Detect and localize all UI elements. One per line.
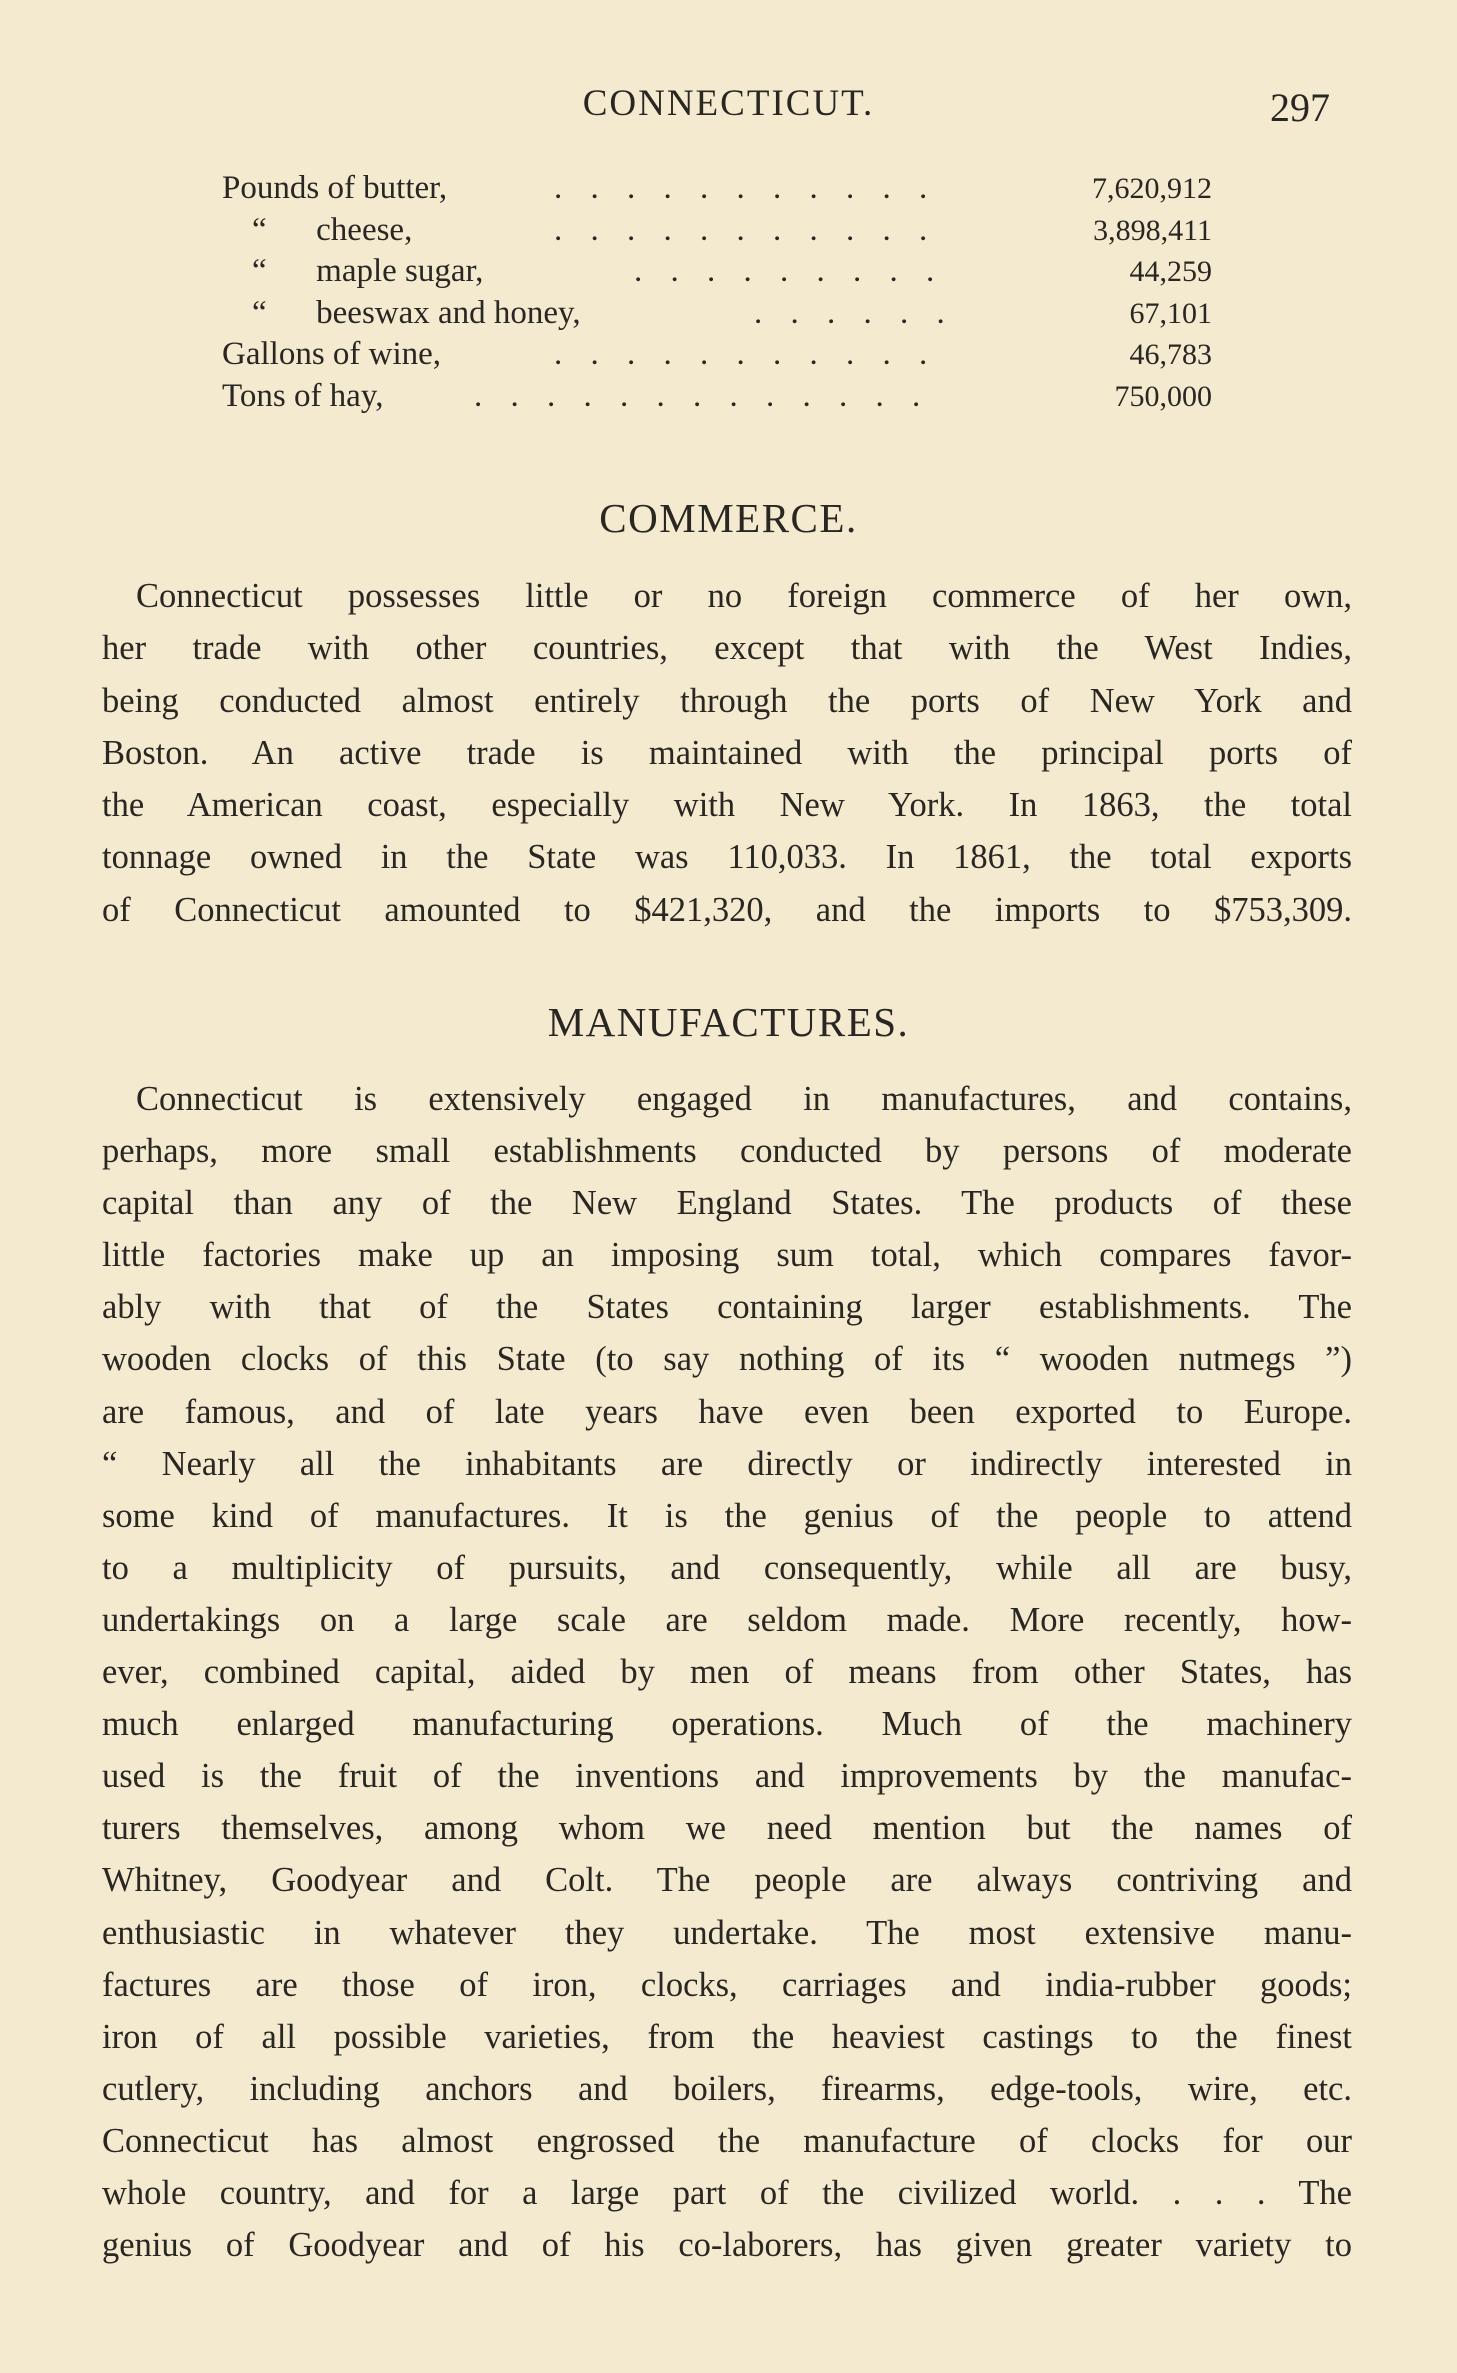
text-line: “ Nearly all the inhabitants are directly or indirectly interested in	[102, 1444, 1352, 1483]
text-line: enthusiastic in whatever they undertake. The most extensive manu-	[102, 1913, 1352, 1952]
text-line: iron of all possible varieties, from the heaviest castings to the finest	[102, 2017, 1352, 2056]
stat-row	[222, 251, 1212, 293]
stat-label: Gallons of wine,	[222, 336, 442, 372]
page-number: 297	[1270, 85, 1330, 130]
stat-value: 67,101	[1129, 296, 1212, 330]
text-line: the American coast, especially with New York. In 1863, the total	[102, 786, 1352, 825]
manufactures-paragraph	[102, 1073, 1352, 2271]
text-line: undertakings on a large scale are seldom made. More recently, how-	[102, 1600, 1352, 1639]
stat-value: 750,000	[1114, 379, 1212, 413]
text-line: some kind of manufactures. It is the genius of the people to attend	[102, 1496, 1352, 1535]
text-line: her trade with other countries, except that with the West Indies,	[102, 629, 1352, 668]
stat-label: “ cheese,	[252, 211, 413, 248]
statistics-table	[222, 168, 1212, 417]
text-line: Connecticut possesses little or no foreign commerce of her own,	[136, 577, 1352, 615]
text-line: of Connecticut amounted to $421,320, and the imports to $753,309.	[102, 890, 1352, 929]
stat-label: Pounds of butter,	[222, 170, 448, 206]
text-line: cutlery, including anchors and boilers, firearms, edge-tools, wire, etc.	[102, 2069, 1352, 2108]
text-line: turers themselves, among whom we need mention but the names of	[102, 1809, 1352, 1848]
stat-leader: . . . . . .	[754, 294, 955, 331]
text-line: Boston. An active trade is maintained with the principal ports of	[102, 733, 1352, 772]
stat-label: Tons of hay,	[222, 377, 384, 414]
text-line: little factories make up an imposing sum total, which compares favor-	[102, 1236, 1352, 1275]
stat-row	[222, 376, 1212, 418]
stat-leader: . . . . . . . . . . .	[554, 336, 938, 372]
stat-leader: . . . . . . . . .	[634, 253, 945, 289]
stat-row	[222, 293, 1212, 335]
running-title: CONNECTICUT.	[582, 83, 875, 124]
text-line: Connecticut has almost engrossed the manufacture of clocks for our	[102, 2121, 1352, 2160]
text-line: much enlarged manufacturing operations. Much of the machinery	[102, 1705, 1352, 1744]
text-line: whole country, and for a large part of the civilized world. . . . The	[102, 2173, 1352, 2212]
text-line: capital than any of the New England States. The products of these	[102, 1184, 1352, 1223]
text-line: tonnage owned in the State was 110,033. In 1861, the total exports	[102, 838, 1352, 877]
stat-leader: . . . . . . . . . . .	[554, 211, 938, 248]
text-line: used is the fruit of the inventions and improvements by the manufac-	[102, 1757, 1352, 1796]
text-line: Whitney, Goodyear and Colt. The people are always contriving and	[102, 1861, 1352, 1900]
text-line: perhaps, more small establishments conducted by persons of moderate	[102, 1132, 1352, 1171]
stat-value: 46,783	[1129, 338, 1212, 371]
stat-value: 44,259	[1129, 255, 1212, 288]
section-heading-commerce: COMMERCE.	[599, 495, 858, 541]
stat-row	[222, 168, 1212, 210]
text-line: ever, combined capital, aided by men of means from other States, has	[102, 1653, 1352, 1692]
text-line: genius of Goodyear and of his co-laborers, has given greater variety to	[102, 2226, 1352, 2265]
stat-value: 3,898,411	[1093, 213, 1212, 247]
text-line: to a multiplicity of pursuits, and consequently, while all are busy,	[102, 1548, 1352, 1587]
text-line: being conducted almost entirely through the ports of New York and	[102, 681, 1352, 720]
text-line: Connecticut is extensively engaged in manufactures, and contains,	[136, 1080, 1352, 1118]
stat-value: 7,620,912	[1092, 172, 1212, 205]
stat-row	[222, 334, 1212, 376]
stat-leader: . . . . . . . . . . .	[554, 170, 938, 206]
section-heading-manufactures: MANUFACTURES.	[547, 999, 910, 1045]
stat-row	[222, 210, 1212, 252]
stat-label: “ beeswax and honey,	[252, 294, 581, 331]
text-line: ably with that of the States containing larger establishments. The	[102, 1288, 1352, 1327]
text-line: are famous, and of late years have even been exported to Europe.	[102, 1392, 1352, 1431]
stat-leader: . . . . . . . . . . . . .	[474, 377, 931, 414]
stat-label: “ maple sugar,	[252, 253, 484, 289]
commerce-paragraph	[102, 570, 1352, 936]
text-line: wooden clocks of this State (to say nothing of its “ wooden nutmegs ”)	[102, 1340, 1352, 1379]
text-line: factures are those of iron, clocks, carriages and india-rubber goods;	[102, 1965, 1352, 2004]
